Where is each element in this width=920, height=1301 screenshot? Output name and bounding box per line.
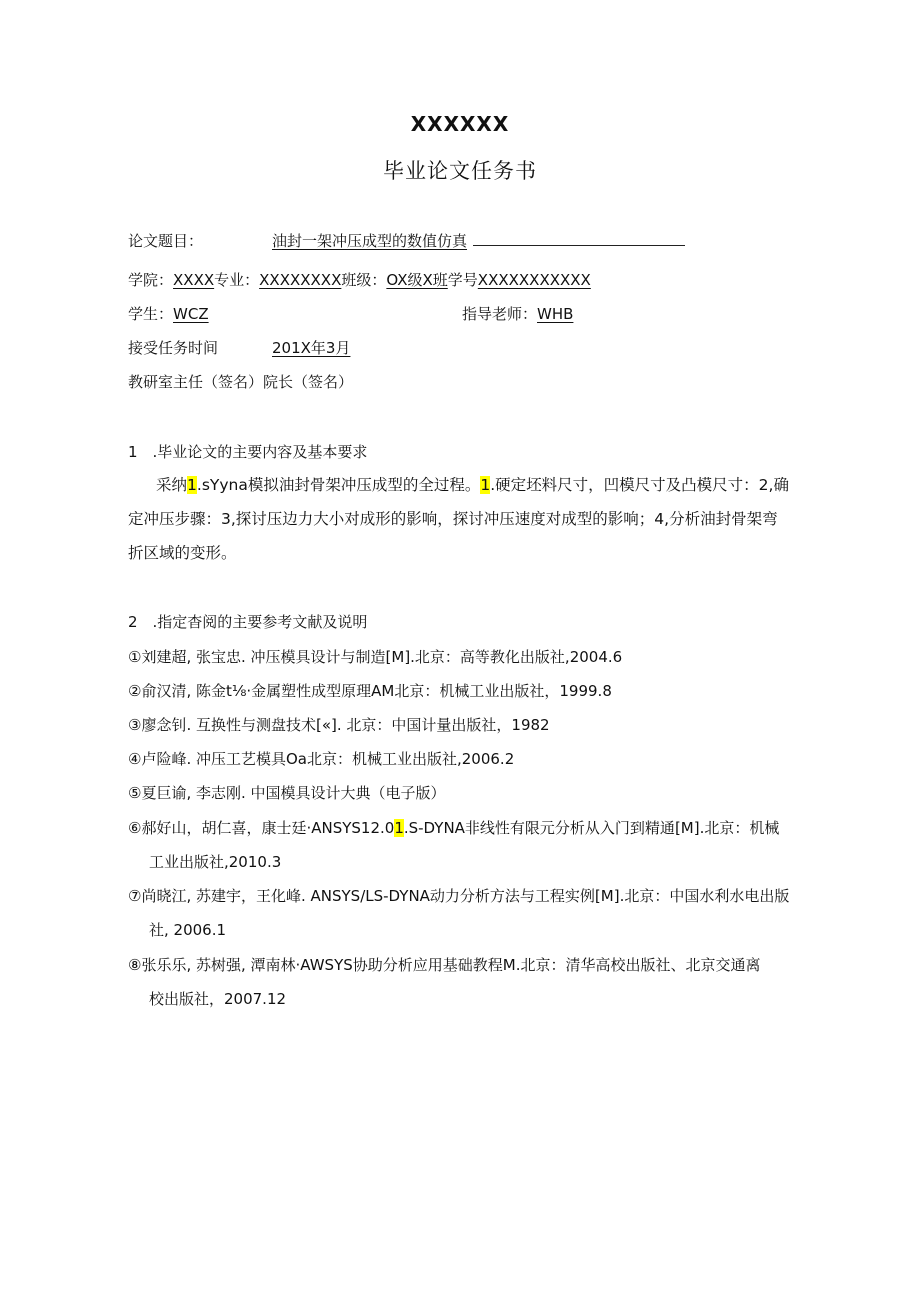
section1-line-3: 折区域的变形。 xyxy=(128,544,237,562)
p-text-c: .硬定坯料尺寸，凹模尺寸及凸模尺寸：2,确 xyxy=(490,476,789,494)
student-id-value: XXXXXXXXXXX xyxy=(477,271,591,289)
student-value: WCZ xyxy=(173,305,209,323)
student-id-label: 学号 xyxy=(447,271,478,289)
reference-item-8: ⑧张乐乐, 苏树强, 潭南林·AWSYS协助分析应用基础教程M.北京：清华高校出版社、北京交通离 xyxy=(128,956,761,974)
signature-line: 教研室主任（签名）院长（签名） xyxy=(128,373,354,391)
reference-item-7: ⑦尚晓江, 苏建宇，王化峰. ANSYS/LS-DYNA动力分析方法与工程实例[M].北京：中国水利水电出版 xyxy=(128,887,790,905)
date-value-row xyxy=(272,338,350,358)
ref6-highlight: 1 xyxy=(394,819,404,837)
section1-line-1 xyxy=(156,468,789,502)
topic-blank-line xyxy=(473,231,685,246)
p-text-b: .sYyna模拟油封骨架冲压成型的全过程。 xyxy=(196,476,481,494)
school-name: XXXXXX xyxy=(410,112,510,136)
advisor-value: WHB xyxy=(537,305,574,323)
ref6-text-a: ⑥郝好山，胡仁喜，康士廷·ANSYS12.0 xyxy=(128,819,395,837)
section2-heading: 2 .指定杳阅的主要参考文献及说明 xyxy=(128,613,368,631)
reference-item-7-cont: 社, 2006.1 xyxy=(149,921,227,939)
student-row xyxy=(128,304,209,324)
p-text-a: 采纳 xyxy=(156,476,188,494)
date-label: 接受任务时间 xyxy=(128,339,219,357)
student-label: 学生： xyxy=(128,305,174,323)
highlight-2: 1 xyxy=(480,476,491,494)
topic-value-row xyxy=(272,231,685,251)
reference-item-6-cont: 工业出版社,2010.3 xyxy=(149,853,282,871)
date-value: 201X年3月 xyxy=(272,339,351,357)
ref6-text-b: .S-DYNA非线性有限元分析从入门到精通[M].北京：机械 xyxy=(403,819,780,837)
class-value: OX级X班 xyxy=(386,271,448,289)
reference-item: ②俞汉清, 陈金t⅛·金属塑性成型原理AM北京：机械工业出版社，1999.8 xyxy=(128,682,612,700)
advisor-label: 指导老师： xyxy=(462,305,538,323)
topic-row xyxy=(128,231,203,251)
highlight-1: 1 xyxy=(187,476,197,494)
topic-value: 油封一架冲压成型的数值仿真 xyxy=(272,232,468,250)
college-value: XXXX xyxy=(173,271,215,289)
document-title: 毕业论文任务书 xyxy=(383,159,537,183)
major-value: XXXXXXXX xyxy=(259,271,342,289)
reference-item-8-cont: 校出版社，2007.12 xyxy=(149,990,287,1008)
section1-line-2: 定冲压步骤：3,探讨压边力大小对成形的影响，探讨冲压速度对成型的影响；4,分析油封骨架弯 xyxy=(128,510,778,528)
reference-item: ⑤夏巨谕, 李志刚. 中国模具设计大典（电子版） xyxy=(128,784,446,802)
reference-item-6 xyxy=(128,811,838,845)
topic-label: 论文题目： xyxy=(128,232,204,250)
college-label: 学院： xyxy=(128,271,174,289)
college-major-class-row xyxy=(128,270,591,290)
major-label: 专业： xyxy=(214,271,260,289)
section1-heading: 1 .毕业论文的主要内容及基本要求 xyxy=(128,443,368,461)
advisor-row xyxy=(462,304,573,324)
reference-item: ①刘建超, 张宝忠. 冲压模具设计与制造[M].北京：高等教化出版社,2004.6 xyxy=(128,648,623,666)
reference-item: ④卢险峰. 冲压工艺模具Oa北京：机械工业出版社,2006.2 xyxy=(128,750,515,768)
class-label: 班级： xyxy=(341,271,387,289)
reference-item: ③廖念钊. 互换性与测盘技术[«]. 北京：中国计量出版社，1982 xyxy=(128,716,550,734)
